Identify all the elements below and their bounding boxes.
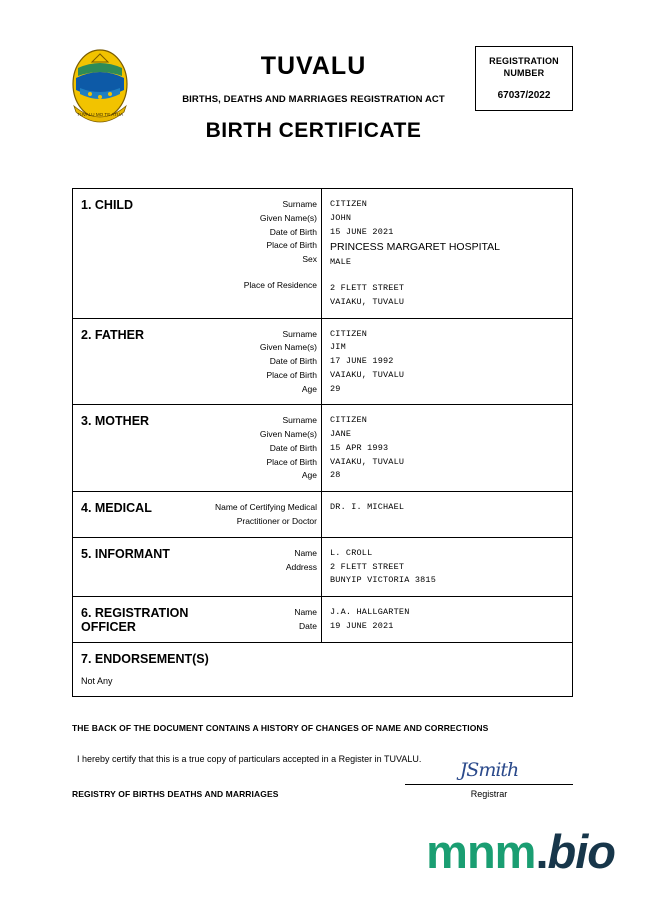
section-title: 1. CHILD [81,198,134,212]
field-label: Name [294,547,317,558]
field-value: 19 JUNE 2021 [330,620,394,631]
field-label: Place of Residence [243,279,317,290]
field-label: Place of Birth [266,240,317,251]
registration-label-line2: NUMBER [503,68,545,79]
field-value-spacer [330,270,566,282]
registration-number-value: 67037/2022 [497,90,551,102]
section-title: 7. ENDORSEMENT(S) [81,652,209,667]
field-label: Surname [282,199,317,209]
field-value: L. CROLL [330,547,373,558]
section-mother [73,405,572,492]
signature-caption: Registrar [470,789,508,800]
certify-statement: I hereby certify that this is a true copy of particulars accepted in a Register in TUVALU. [77,754,422,765]
section-field-labels [208,319,321,405]
act-subtitle: BIRTHS, DEATHS AND MARRIAGES REGISTRATION ACT [182,94,445,105]
section-title: 4. MEDICAL [81,501,152,516]
certificate-header [0,0,645,170]
section-field-values [321,492,572,537]
field-value: 29 [330,383,341,394]
field-label: Address [285,561,317,572]
section-field-labels [208,597,321,642]
section-father [73,319,572,406]
section-registration-officer [73,597,572,643]
section-field-values [321,538,572,596]
registration-number-box [475,46,573,111]
field-label: Place of Birth [266,369,317,380]
field-value: VAIAKU, TUVALU [330,296,405,307]
field-value: MALE [330,257,352,268]
page-title: TUVALU [260,52,367,80]
section-title: 2. FATHER [81,327,144,342]
field-label: Given Name(s) [259,429,317,440]
watermark-logo [426,824,615,879]
field-value: 15 JUNE 2021 [330,226,394,237]
certificate-title: BIRTH CERTIFICATE [205,119,422,142]
certificate-table [72,188,573,697]
field-value: 2 FLETT STREET [330,561,405,572]
field-value: DR. I. MICHAEL [330,502,405,513]
field-label: Given Name(s) [259,212,317,223]
field-label: Age [301,383,317,394]
field-label: Practitioner or Doctor [236,516,317,527]
section-child [73,189,572,319]
field-label: Age [301,470,317,481]
field-value: J.A. HALLGARTEN [330,607,410,618]
watermark-part-dot: . [535,825,548,878]
field-label: Date of Birth [269,226,317,237]
field-value: 17 JUNE 1992 [330,356,394,367]
field-value: BUNYIP VICTORIA 3815 [330,575,437,586]
watermark-part-mnm: mnm [426,825,536,878]
field-value: 15 APR 1993 [330,442,389,453]
field-label: Surname [282,328,317,339]
registry-line: REGISTRY OF BIRTHS DEATHS AND MARRIAGES [72,789,279,800]
field-value: CITIZEN [330,199,368,209]
section-field-labels [208,538,321,596]
field-label: Name [294,607,317,618]
field-value: PRINCESS MARGARET HOSPITAL [330,241,500,254]
section-title: 3. MOTHER [81,414,150,429]
section-field-values [321,189,572,318]
registration-label-line1: REGISTRATION [489,56,559,66]
field-value: CITIZEN [330,415,368,426]
section-title: 5. INFORMANT [81,546,170,561]
field-value: VAIAKU, TUVALU [330,456,405,467]
field-label: Date [299,620,317,631]
field-label: Name of Certifying Medical [214,502,317,513]
section-field-labels [208,189,321,318]
section-field-values [321,319,572,405]
back-of-document-note: THE BACK OF THE DOCUMENT CONTAINS A HISTORY OF CHANGES OF NAME AND CORRECTIONS [72,723,489,734]
signature-block [405,757,573,799]
field-value: VAIAKU, TUVALU [330,369,405,380]
section-title: 6. REGISTRATION OFFICER [81,606,189,635]
section-field-labels [208,492,321,537]
section-field-labels [208,405,321,491]
field-label-spacer [208,267,317,279]
field-label: Given Name(s) [259,342,317,353]
signature-rule [405,783,573,785]
section-endorsements [73,643,572,697]
endorsement-body: Not Any [81,676,113,687]
field-label: Date of Birth [269,442,317,453]
field-value: 28 [330,470,341,481]
field-value: 2 FLETT STREET [330,283,405,294]
section-field-values [321,405,572,491]
field-label: Date of Birth [269,356,317,367]
signature-icon: JSmith [459,759,519,782]
field-value: CITIZEN [330,328,368,339]
field-label: Surname [282,415,317,426]
field-value: JIM [330,342,346,353]
field-label: Sex [302,254,317,265]
watermark-part-bio: bio [547,825,615,878]
certificate-footer [72,723,573,799]
svg-text:TUVALU MO TE ATUA: TUVALU MO TE ATUA [76,112,124,117]
field-label: Place of Birth [266,456,317,467]
section-medical [73,492,572,538]
coat-of-arms-icon [72,48,128,124]
field-value: JOHN [330,212,352,223]
field-value: JANE [330,429,352,440]
section-informant [73,538,572,597]
section-field-values [321,597,572,642]
